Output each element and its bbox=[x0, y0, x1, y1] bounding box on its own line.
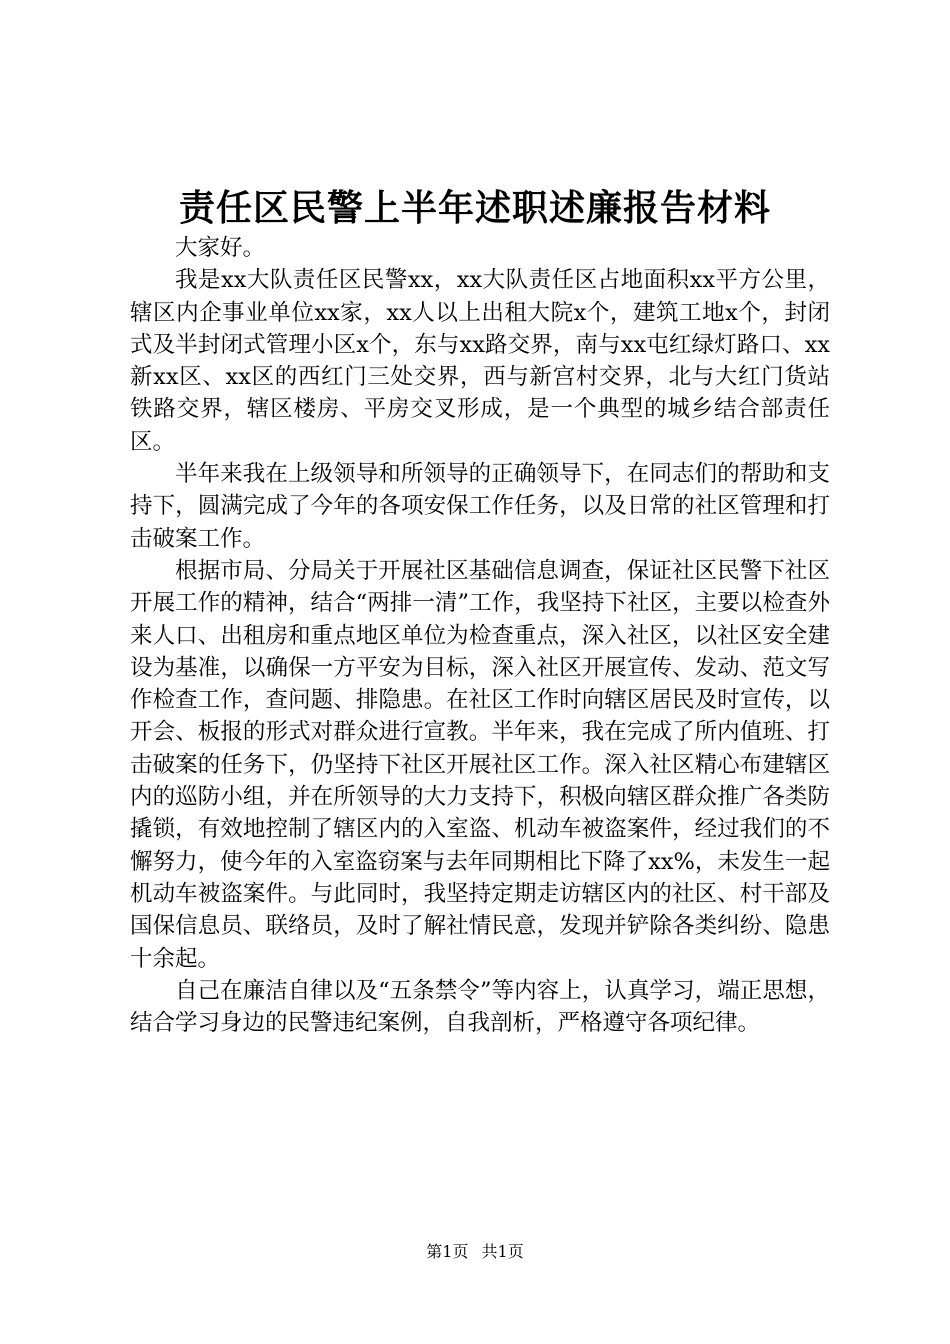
document-title: 责任区民警上半年述职述廉报告材料 bbox=[178, 187, 771, 229]
page-number: 第1页 bbox=[426, 1242, 469, 1261]
paragraph-greeting: 大家好。 bbox=[175, 235, 266, 261]
paragraph-integrity: 自己在廉洁自律以及“五条禁令”等内容上，认真学习，端正思想，结合学习身边的民警违纪案例，自我剖析，严格遵守各项纪律。 bbox=[130, 977, 830, 1037]
paragraph-summary: 半年来我在上级领导和所领导的正确领导下，在同志们的帮助和支持下，圆满完成了今年的各项安保工作任务，以及日常的社区管理和打击破案工作。 bbox=[130, 461, 830, 552]
page-footer bbox=[0, 1240, 950, 1264]
page-count: 共1页 bbox=[481, 1242, 524, 1261]
document-body bbox=[130, 232, 830, 1039]
paragraph-introduction: 我是xx大队责任区民警xx，xx大队责任区占地面积xx平方公里，辖区内企事业单位xx家，xx人以上出租大院x个，建筑工地x个，封闭式及半封闭式管理小区x个，东与xx路交界，南与xx屯红绿灯路口、xx新xx区、xx区的西红门三处交界，西与新宫村交界，北与大红门货站铁路交界，辖区楼房、平房交叉形成，是一个典型的城乡结合部责任区。 bbox=[130, 267, 830, 455]
paragraph-community-work: 根据市局、分局关于开展社区基础信息调查，保证社区民警下社区开展工作的精神，结合“两排一清”工作，我坚持下社区，主要以检查外来人口、出租房和重点地区单位为检查重点，深入社区，以社区安全建设为基准，以确保一方平安为目标，深入社区开展宣传、发动、范文写作检查工作，查问题、排隐患。在社区工作时向辖区居民及时宣传，以开会、板报的形式对群众进行宣教。半年来，我在完成了所内值班、打击破案的任务下，仍坚持下社区开展社区工作。深入社区精心布建辖区内的巡防小组，并在所领导的大力支持下，积极向辖区群众推广各类防撬锁，有效地控制了辖区内的入室盗、机动车被盗案件，经过我们的不懈努力，使今年的入室盗窃案与去年同期相比下降了xx%，未发生一起机动车被盗案件。与此同时，我坚持定期走访辖区内的社区、村干部及国保信息员、联络员，及时了解社情民意，发现并铲除各类纠纷、隐患十余起。 bbox=[130, 557, 830, 972]
